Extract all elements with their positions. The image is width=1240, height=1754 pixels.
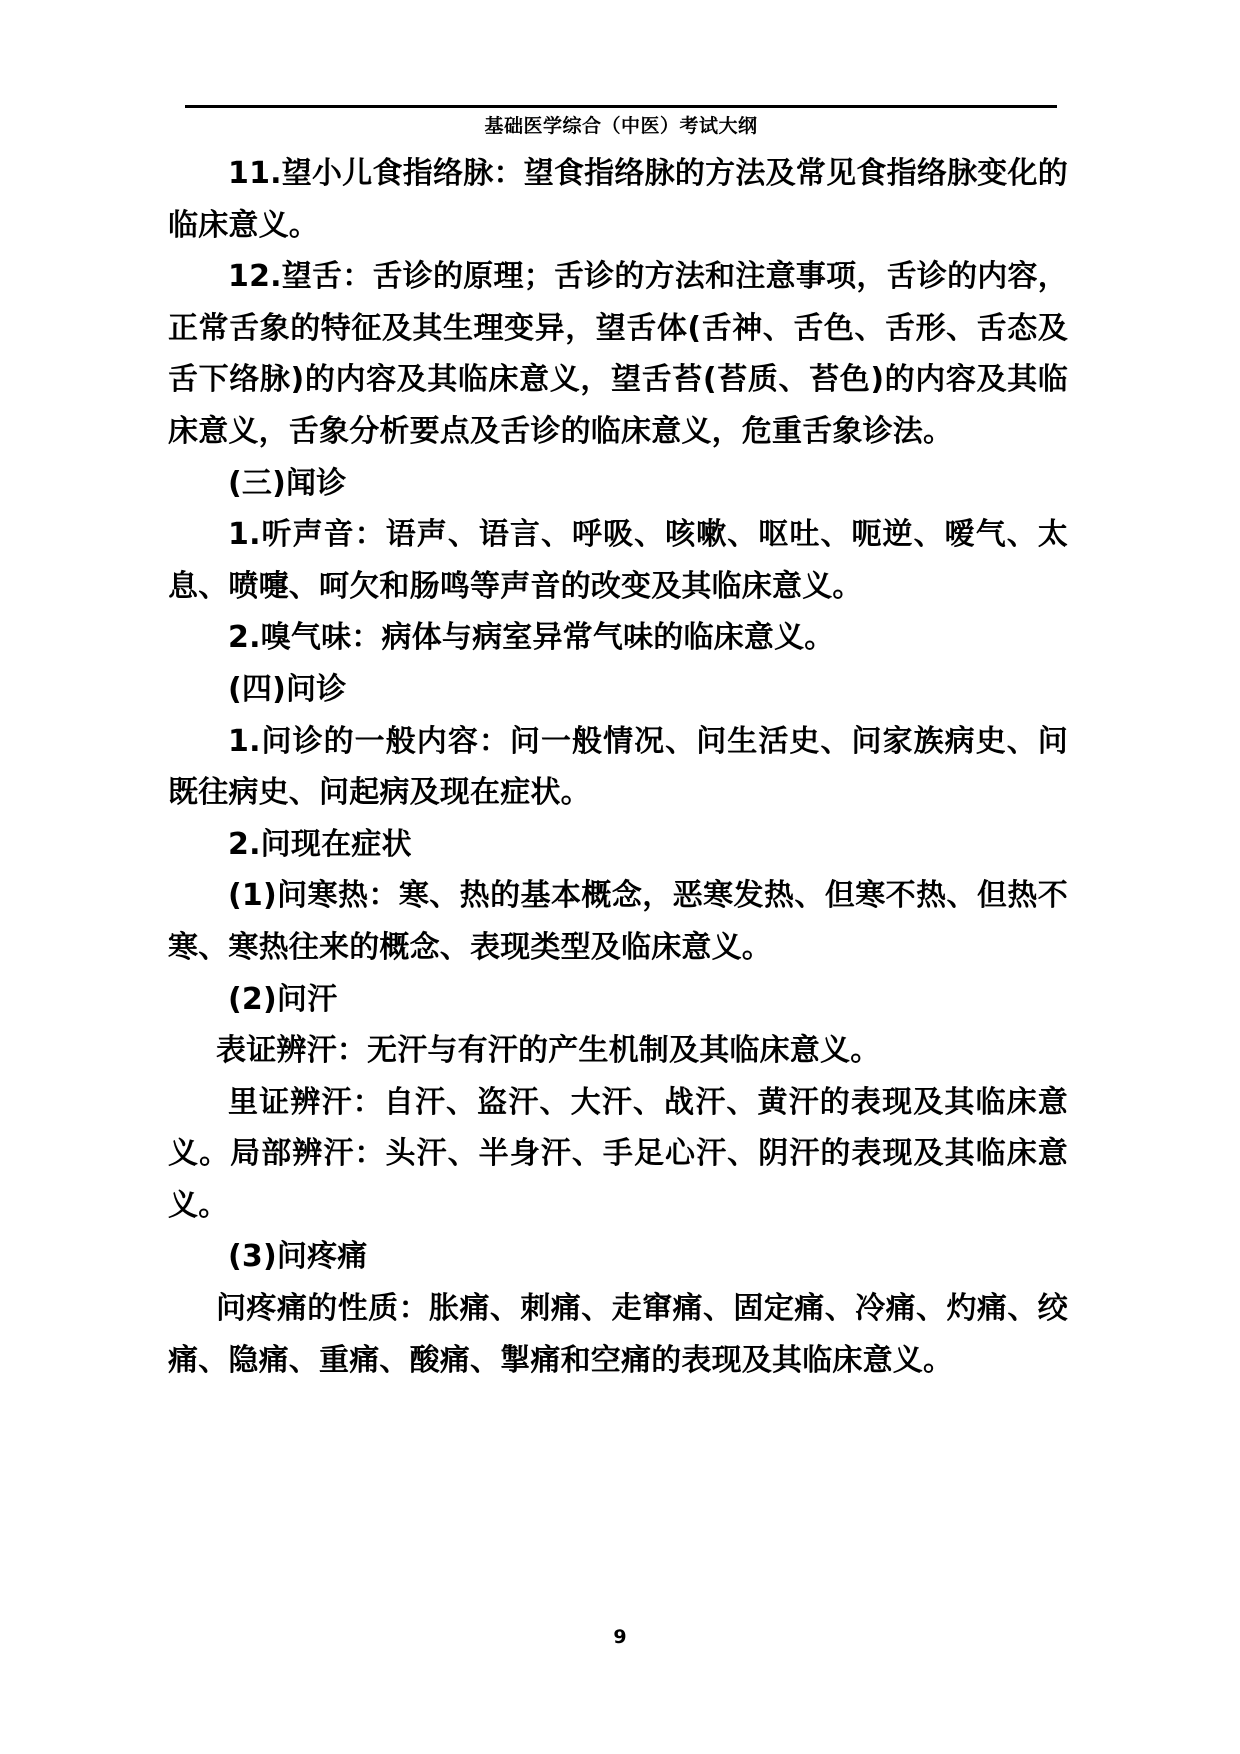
section-heading: (三)闻诊	[228, 465, 347, 501]
document-body	[168, 148, 1068, 1386]
page-header	[185, 105, 1057, 141]
paragraph: 1.听声音：语声、语言、呼吸、咳嗽、呕吐、呃逆、嗳气、太息、喷嚏、呵欠和肠鸣等声音的改变及其临床意义。	[168, 517, 1068, 604]
paragraph: 11.望小儿食指络脉：望食指络脉的方法及常见食指络脉变化的临床意义。	[168, 156, 1068, 243]
page-footer	[0, 1628, 1240, 1647]
paragraph: 问疼痛的性质：胀痛、刺痛、走窜痛、固定痛、冷痛、灼痛、绞痛、隐痛、重痛、酸痛、掣痛和空痛的表现及其临床意义。	[168, 1291, 1068, 1378]
page-number: 9	[613, 1626, 627, 1648]
paragraph: 2.嗅气味：病体与病室异常气味的临床意义。	[228, 620, 835, 656]
paragraph: 表证辨汗：无汗与有汗的产生机制及其临床意义。	[216, 1033, 881, 1069]
paragraph: 里证辨汗：自汗、盗汗、大汗、战汗、黄汗的表现及其临床意义。局部辨汗：头汗、半身汗、手足心汗、阴汗的表现及其临床意义。	[168, 1084, 1068, 1223]
sub-heading: 2.问现在症状	[228, 826, 412, 862]
paragraph: 12.望舌：舌诊的原理；舌诊的方法和注意事项，舌诊的内容，正常舌象的特征及其生理变异，望舌体(舌神、舌色、舌形、舌态及舌下络脉)的内容及其临床意义，望舌苔(苔质、苔色)的内容及其临床意义，舌象分析要点及舌诊的临床意义，危重舌象诊法。	[168, 259, 1068, 449]
paragraph: (1)问寒热：寒、热的基本概念，恶寒发热、但寒不热、但热不寒、寒热往来的概念、表现类型及临床意义。	[168, 878, 1068, 965]
paragraph: 1.问诊的一般内容：问一般情况、问生活史、问家族病史、问既往病史、问起病及现在症状。	[168, 723, 1068, 811]
sub-heading: (3)问疼痛	[228, 1239, 368, 1275]
sub-heading: (2)问汗	[228, 981, 338, 1017]
header-title: 基础医学综合（中医）考试大纲	[484, 115, 758, 137]
section-heading: (四)问诊	[228, 671, 347, 707]
